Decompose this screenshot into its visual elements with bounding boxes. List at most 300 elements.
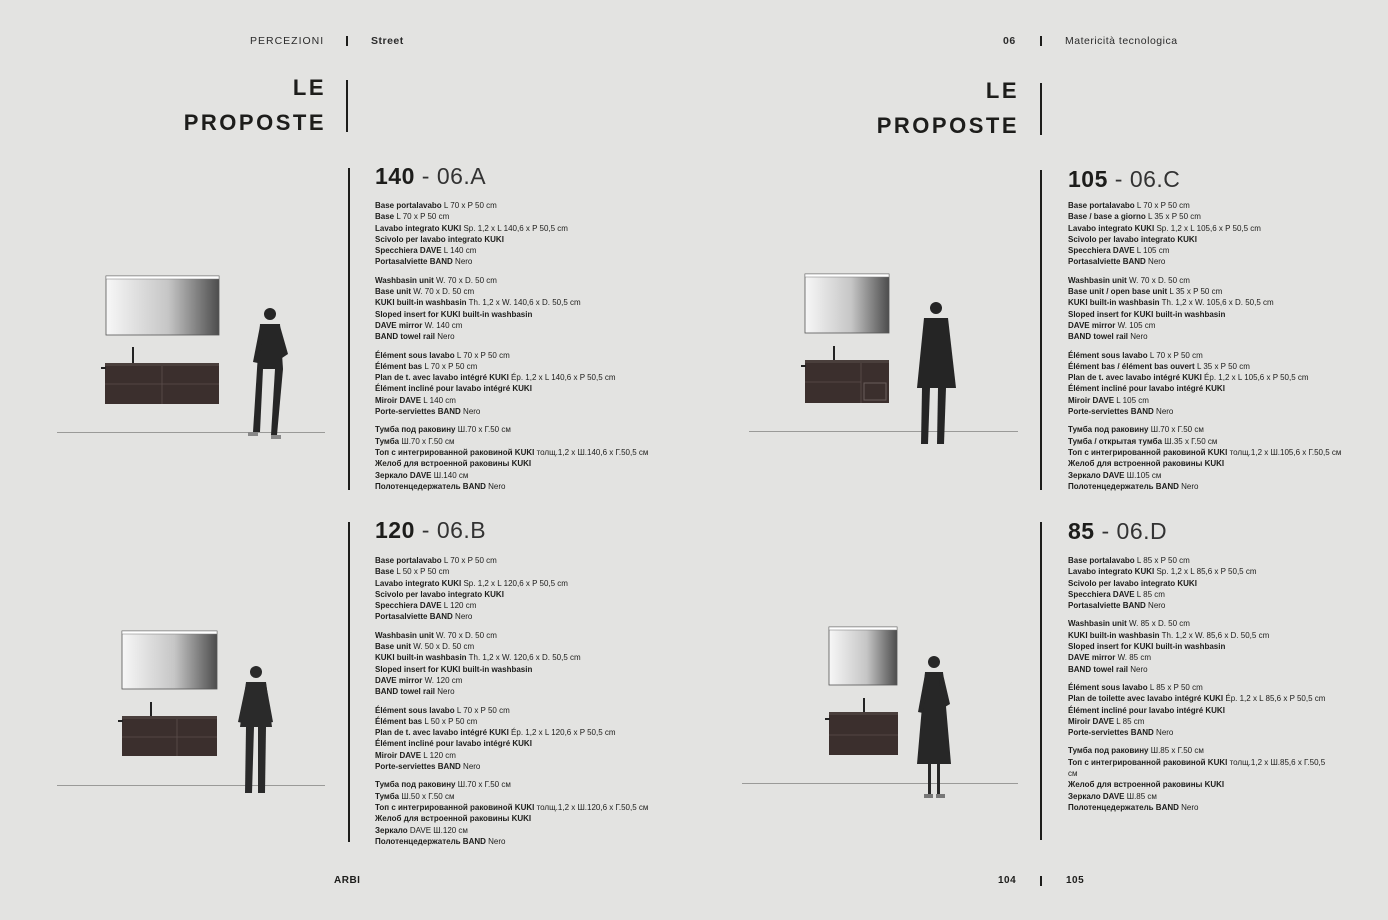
spec-line (1068, 320, 1353, 331)
spec-line (375, 566, 650, 577)
spec-dimension: Ш.70 x Г.50 см (455, 780, 511, 790)
spec-item: Base unit (375, 287, 412, 297)
spec-item: Sloped insert for KUKI built-in washbasin (1068, 642, 1226, 652)
spec-line (375, 686, 650, 697)
spec-item: Specchiera DAVE (1068, 589, 1135, 599)
subsection-label: Street (371, 35, 404, 47)
spec-item: Полотенцедержатель BAND (1068, 481, 1179, 491)
header-left (250, 35, 324, 47)
spec-dimension: L 120 cm (441, 601, 477, 611)
spec-line (1068, 470, 1353, 481)
spec-line (375, 256, 650, 267)
spec-group (375, 705, 650, 773)
spec-item: KUKI built-in washbasin (1068, 630, 1160, 640)
spec-item: Élément incliné pour lavabo intégré KUKI (375, 739, 532, 749)
spec-line (1068, 791, 1330, 802)
spec-line (375, 675, 650, 686)
spec-line (375, 361, 650, 372)
proposal-rule (1040, 170, 1042, 490)
spec-dimension: толщ.1,2 x Ш.140,6 x Г.50,5 см (534, 447, 649, 457)
spec-line (1068, 682, 1330, 693)
spec-item: BAND towel rail (1068, 332, 1129, 342)
spec-item: Plan de t. avec lavabo intégré KUKI (375, 728, 509, 738)
spec-dimension: L 70 x P 50 cm (1134, 201, 1190, 210)
spec-item: Желоб для встроенной раковины KUKI (1068, 780, 1225, 790)
person-figure (238, 666, 273, 793)
spec-item: Élément incliné pour lavabo intégré KUKI (1068, 705, 1225, 715)
spec-line (375, 779, 650, 790)
spec-line (375, 555, 650, 566)
spec-line (375, 705, 650, 716)
spec-item: Полотенцедержатель BAND (375, 481, 486, 491)
spec-item: Élément sous lavabo (375, 705, 455, 715)
spec-dimension: L 85 cm (1134, 589, 1165, 599)
header-chapter-title (1065, 35, 1178, 47)
spec-item: Scivolo per lavabo integrato KUKI (375, 234, 504, 244)
spec-item: Élément sous lavabo (375, 350, 455, 360)
mirror (805, 274, 889, 333)
spec-line (1068, 727, 1330, 738)
spec-item: Base unit / open base unit (1068, 287, 1168, 297)
spec-group (375, 275, 650, 343)
spec-dimension: Sp. 1,2 x L 120,6 x P 50,5 cm (461, 578, 568, 588)
spec-item: Тумба (375, 436, 400, 446)
spec-dimension: Nero (485, 836, 506, 846)
spec-dimension: Ép. 1,2 x L 140,6 x P 50,5 cm (508, 373, 616, 383)
faucet-icon (863, 698, 865, 713)
faucet-icon (132, 347, 134, 364)
spec-line (375, 791, 650, 802)
spec-dimension: Nero (1145, 601, 1166, 611)
spec-line (375, 211, 650, 222)
spec-dimension: Th. 1,2 x W. 120,6 x D. 50,5 cm (466, 653, 581, 663)
mirror (106, 276, 219, 335)
spec-dimension: Nero (1128, 332, 1148, 342)
spec-line (1068, 757, 1330, 780)
spec-dimension: Ш.70 x Г.50 см (455, 425, 511, 435)
spec-dimension: DAVE Ш.120 см (407, 825, 468, 835)
proposal-size: 140 (375, 163, 415, 189)
spec-dimension: L 70 x P 50 cm (1147, 350, 1203, 360)
spec-item: Scivolo per lavabo integrato KUKI (1068, 234, 1197, 244)
proposal-rule (1040, 522, 1042, 840)
spec-item: Lavabo integrato KUKI (1068, 223, 1155, 233)
spec-item: Specchiera DAVE (375, 601, 442, 611)
spec-line (1068, 745, 1330, 756)
spec-item: Зеркало DAVE (1068, 791, 1125, 801)
spec-group (375, 424, 650, 492)
spec-dimension: Nero (460, 407, 481, 417)
mirror-light (122, 631, 217, 634)
page-title-right (813, 73, 1019, 143)
spec-item: Porte-serviettes BAND (1068, 728, 1154, 738)
spec-item: DAVE mirror (375, 675, 423, 685)
spec-line (375, 761, 650, 772)
spec-item: KUKI built-in washbasin (375, 298, 467, 308)
spec-item: BAND towel rail (1068, 664, 1129, 674)
spec-item: Sloped insert for KUKI built-in washbasin (375, 664, 533, 674)
spec-line (375, 600, 650, 611)
spec-line (1068, 361, 1353, 372)
spec-item: Scivolo per lavabo integrato KUKI (1068, 578, 1197, 588)
spec-line (375, 424, 650, 435)
spec-item: Élément incliné pour lavabo intégré KUKI (375, 384, 532, 394)
spec-item: Base (375, 567, 395, 577)
vanity-illustration-120 (115, 627, 295, 802)
spec-item: Lavabo integrato KUKI (1068, 567, 1155, 577)
section-label: PERCEZIONI (250, 35, 325, 47)
title-rule-left (346, 80, 348, 132)
spec-group (1068, 200, 1353, 268)
spec-line (375, 447, 650, 458)
spec-line (375, 652, 650, 663)
spec-item: Plan de t. avec lavabo intégré KUKI (1068, 373, 1202, 383)
proposal-dash: - (1101, 518, 1110, 544)
brand-label: ARBI (334, 875, 361, 886)
proposal-code: 06.A (436, 163, 487, 189)
spec-dimension: Nero (485, 481, 506, 491)
countertop (105, 363, 219, 366)
spec-group (375, 779, 650, 847)
spec-group (1068, 555, 1330, 611)
spec-dimension: Nero (1153, 728, 1174, 738)
vanity-illustration-85 (822, 622, 972, 802)
spec-dimension: Sp. 1,2 x L 140,6 x P 50,5 cm (461, 223, 568, 233)
spec-item: Sloped insert for KUKI built-in washbasin (1068, 309, 1226, 319)
spec-dimension: Ш.70 x Г.50 см (399, 436, 455, 446)
spec-item: Base / base a giorno (1068, 212, 1146, 222)
mirror-light (829, 627, 897, 630)
proposal-dash: - (1114, 166, 1123, 192)
spec-line (375, 825, 650, 836)
spec-line (375, 738, 650, 749)
proposal-specs (1068, 555, 1330, 820)
spec-group (375, 200, 650, 268)
spec-line (1068, 297, 1353, 308)
spec-line (1068, 245, 1353, 256)
spec-line (375, 664, 650, 675)
spec-dimension: Ép. 1,2 x L 120,6 x P 50,5 cm (508, 728, 616, 738)
spec-item: Base portalavabo (375, 556, 442, 565)
spec-line (1068, 630, 1330, 641)
spec-dimension: L 140 cm (421, 395, 456, 405)
spec-line (1068, 350, 1353, 361)
spec-dimension: W. 70 x D. 50 cm (433, 275, 497, 285)
spec-item: Тумба (375, 791, 400, 801)
proposal-dash: - (421, 163, 430, 189)
mirror (122, 631, 217, 689)
spec-item: Plan de toilette avec lavabo intégré KUKI (1068, 694, 1224, 704)
spec-item: Зеркало DAVE (1068, 470, 1125, 480)
spec-line (375, 802, 650, 813)
spec-line (1068, 600, 1330, 611)
spec-line (1068, 223, 1353, 234)
spec-item: Washbasin unit (375, 630, 434, 640)
spec-line (1068, 234, 1353, 245)
spec-line (1068, 618, 1330, 629)
spec-dimension: Th. 1,2 x W. 105,6 x D. 50,5 cm (1159, 298, 1274, 308)
spec-dimension: Th. 1,2 x W. 85,6 x D. 50,5 cm (1159, 630, 1270, 640)
proposal-code: 06.D (1116, 518, 1168, 544)
spec-line (375, 406, 650, 417)
spec-dimension: толщ.1,2 x Ш.120,6 x Г.50,5 см (534, 802, 649, 812)
spec-line (1068, 664, 1330, 675)
spec-item: Specchiera DAVE (1068, 246, 1135, 256)
spec-line (1068, 286, 1353, 297)
spec-dimension: L 50 x P 50 cm (422, 716, 478, 726)
spec-line (1068, 447, 1353, 458)
vanity-unit (122, 719, 217, 756)
spec-dimension: L 105 cm (1134, 246, 1170, 256)
spec-line (375, 458, 650, 469)
spec-line (1068, 331, 1353, 342)
spec-item: Élément bas (375, 716, 423, 726)
title-line-1: LE (985, 78, 1019, 103)
vanity-illustration-140 (100, 272, 300, 447)
spec-line (1068, 589, 1330, 600)
spec-item: Желоб для встроенной раковины KUKI (375, 459, 532, 469)
spec-line (1068, 383, 1353, 394)
spec-dimension: Sp. 1,2 x L 105,6 x P 50,5 cm (1154, 223, 1261, 233)
spec-item: DAVE mirror (1068, 320, 1116, 330)
spec-dimension: L 70 x P 50 cm (454, 705, 510, 715)
spec-item: Тумба / открытая тумба (1068, 436, 1163, 446)
spec-item: Portasalviette BAND (375, 612, 453, 622)
spec-line (375, 727, 650, 738)
title-rule-right (1040, 83, 1042, 135)
proposal-heading (375, 517, 486, 544)
spec-line (1068, 458, 1353, 469)
spec-item: Желоб для встроенной раковины KUKI (1068, 459, 1225, 469)
spec-item: Lavabo integrato KUKI (375, 578, 462, 588)
page-number-left: 104 (998, 875, 1017, 886)
spec-item: Porte-serviettes BAND (1068, 407, 1154, 417)
spec-item: Тумба под раковину (1068, 746, 1149, 756)
spec-dimension: толщ.1,2 x Ш.85,6 x Г.50,5 см (1068, 757, 1326, 779)
spec-item: Porte-serviettes BAND (375, 762, 461, 772)
spec-item: Plan de t. avec lavabo intégré KUKI (375, 373, 509, 383)
spec-dimension: Ш.85 см (1124, 791, 1157, 801)
spec-item: Base unit (375, 642, 412, 652)
spec-dimension: L 35 x P 50 cm (1194, 361, 1250, 371)
spec-line (375, 813, 650, 824)
spec-group (1068, 275, 1353, 343)
spec-line (1068, 424, 1353, 435)
spec-dimension: Ш.50 x Г.50 см (399, 791, 455, 801)
spec-item: Топ с интегрированной раковиной KUKI (375, 802, 535, 812)
spec-line (375, 297, 650, 308)
spec-group (1068, 424, 1353, 492)
spec-line (375, 200, 650, 211)
spec-dimension: L 85 x P 50 cm (1147, 682, 1203, 692)
spec-line (1068, 481, 1353, 492)
spec-item: Specchiera DAVE (375, 246, 442, 256)
spec-item: Miroir DAVE (1068, 716, 1115, 726)
spec-group (1068, 350, 1353, 418)
proposal-rule (348, 168, 350, 490)
spec-dimension: L 70 x P 50 cm (454, 350, 510, 360)
spec-item: Portasalviette BAND (375, 257, 453, 267)
spec-dimension: L 140 cm (441, 246, 477, 256)
spec-dimension: Nero (452, 257, 473, 267)
spec-line (375, 234, 650, 245)
footer-divider (1040, 876, 1042, 886)
mirror-light (106, 276, 219, 279)
spec-item: Зеркало (375, 825, 408, 835)
towel-rail (118, 720, 123, 722)
countertop (805, 360, 889, 363)
spec-item: BAND towel rail (375, 332, 436, 342)
spec-item: DAVE mirror (1068, 653, 1116, 663)
spec-dimension: L 85 x P 50 cm (1134, 556, 1190, 565)
page-title-left (120, 70, 326, 140)
spec-item: Lavabo integrato KUKI (375, 223, 462, 233)
spec-line (375, 716, 650, 727)
spec-line (375, 630, 650, 641)
spec-item: Portasalviette BAND (1068, 601, 1146, 611)
title-line-2: PROPOSTE (183, 110, 326, 135)
proposal-size: 120 (375, 517, 415, 543)
spec-dimension: толщ.1,2 x Ш.105,6 x Г.50,5 см (1227, 447, 1342, 457)
spec-line (375, 470, 650, 481)
spec-dimension: L 120 cm (421, 750, 456, 760)
spec-line (375, 836, 650, 847)
towel-rail (101, 367, 106, 369)
spec-group (1068, 745, 1330, 813)
spec-dimension: Ép. 1,2 x L 85,6 x P 50,5 cm (1223, 694, 1326, 704)
proposal-rule (348, 522, 350, 842)
spec-dimension: W. 85 cm (1115, 653, 1151, 663)
towel-rail (825, 718, 830, 720)
spec-dimension: Sp. 1,2 x L 85,6 x P 50,5 cm (1154, 567, 1257, 577)
spec-item: Élément bas / élément bas ouvert (1068, 361, 1195, 371)
spec-item: Тумба под раковину (1068, 425, 1149, 435)
spec-dimension: L 70 x P 50 cm (422, 361, 478, 371)
spec-line (1068, 256, 1353, 267)
header-divider-right (1040, 36, 1042, 46)
spec-dimension: Nero (435, 332, 455, 342)
spec-dimension: Nero (452, 612, 473, 622)
spec-item: Miroir DAVE (1068, 395, 1115, 405)
spec-line (1068, 705, 1330, 716)
spec-item: Base (375, 212, 395, 222)
header-chapter-num (1003, 35, 1016, 47)
spec-line (1068, 436, 1353, 447)
spec-line (1068, 555, 1330, 566)
spec-line (375, 286, 650, 297)
spec-line (375, 372, 650, 383)
spec-dimension: W. 85 x D. 50 cm (1126, 619, 1190, 629)
spec-group (375, 555, 650, 623)
spec-dimension: L 70 x P 50 cm (394, 212, 450, 222)
spec-line (1068, 779, 1330, 790)
spec-dimension: Ш.35 x Г.50 см (1162, 436, 1218, 446)
mirror-light (805, 274, 889, 277)
spec-item: Miroir DAVE (375, 750, 422, 760)
spec-dimension: L 35 x P 50 cm (1167, 287, 1223, 297)
spec-item: Полотенцедержатель BAND (375, 836, 486, 846)
spec-dimension: Nero (435, 687, 455, 697)
spec-item: Élément incliné pour lavabo intégré KUKI (1068, 384, 1225, 394)
spec-item: KUKI built-in washbasin (375, 653, 467, 663)
spec-item: Washbasin unit (375, 275, 434, 285)
spec-item: DAVE mirror (375, 320, 423, 330)
spec-dimension: Ш.140 см (431, 470, 469, 480)
spec-item: Топ с интегрированной раковиной KUKI (1068, 447, 1228, 457)
spec-dimension: Ép. 1,2 x L 105,6 x P 50,5 cm (1201, 373, 1309, 383)
spec-line (1068, 309, 1353, 320)
spec-item: Тумба под раковину (375, 425, 456, 435)
person-figure (917, 656, 951, 798)
proposal-specs (375, 200, 650, 499)
spec-item: Washbasin unit (1068, 619, 1127, 629)
spec-item: Miroir DAVE (375, 395, 422, 405)
header-subsection (371, 35, 404, 47)
spec-dimension: W. 70 x D. 50 cm (411, 287, 475, 297)
spec-item: KUKI built-in washbasin (1068, 298, 1160, 308)
spec-line (1068, 406, 1353, 417)
spec-line (375, 275, 650, 286)
spec-item: Élément sous lavabo (1068, 682, 1148, 692)
chapter-number: 06 (1003, 35, 1016, 47)
proposal-code: 06.C (1129, 166, 1181, 192)
spec-dimension: Nero (1145, 257, 1166, 267)
spec-line (1068, 578, 1330, 589)
spec-dimension: Nero (1153, 407, 1174, 417)
spec-line (1068, 716, 1330, 727)
spec-line (1068, 372, 1353, 383)
page-number-right: 105 (1066, 875, 1085, 886)
spec-item: Base portalavabo (375, 201, 442, 210)
spec-line (375, 641, 650, 652)
spec-item: Porte-serviettes BAND (375, 407, 461, 417)
spec-item: Полотенцедержатель BAND (1068, 802, 1179, 812)
towel-rail (801, 365, 806, 367)
faucet-icon (150, 702, 152, 717)
spec-dimension: Nero (1178, 802, 1199, 812)
proposal-specs (1068, 200, 1353, 499)
spec-item: Scivolo per lavabo integrato KUKI (375, 589, 504, 599)
spec-dimension: W. 105 cm (1115, 320, 1156, 330)
proposal-code: 06.B (436, 517, 487, 543)
spec-group (1068, 618, 1330, 674)
spec-dimension: L 70 x P 50 cm (441, 556, 497, 565)
proposal-dash: - (421, 517, 430, 543)
spec-line (1068, 652, 1330, 663)
mirror (829, 627, 897, 685)
spec-dimension: L 50 x P 50 cm (394, 567, 450, 577)
faucet-icon (833, 346, 835, 361)
proposal-heading (1068, 166, 1180, 193)
header-divider-left (346, 36, 348, 46)
spec-item: Топ с интегрированной раковиной KUKI (1068, 757, 1228, 767)
spec-line (1068, 566, 1330, 577)
person-figure (248, 308, 288, 439)
spec-line (1068, 641, 1330, 652)
spec-item: Élément sous lavabo (1068, 350, 1148, 360)
spec-item: Топ с интегрированной раковиной KUKI (375, 447, 535, 457)
spec-dimension: Nero (1128, 664, 1148, 674)
proposal-specs (375, 555, 650, 854)
countertop (829, 712, 898, 715)
spec-dimension: L 35 x P 50 cm (1145, 212, 1201, 222)
proposal-size: 85 (1068, 518, 1095, 544)
proposal-heading (375, 163, 486, 190)
spec-dimension: W. 70 x D. 50 cm (1126, 275, 1190, 285)
proposal-heading (1068, 518, 1167, 545)
chapter-title: Matericità tecnologica (1065, 35, 1178, 47)
spec-item: Base portalavabo (1068, 556, 1135, 565)
